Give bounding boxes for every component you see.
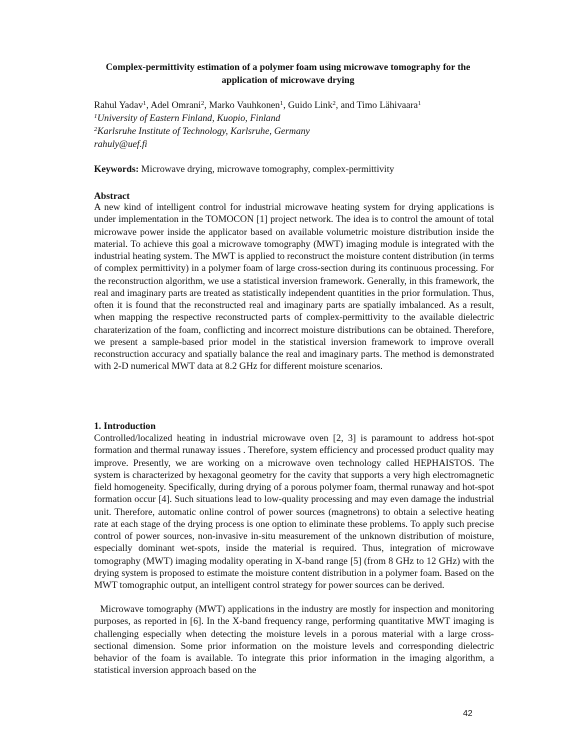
keywords-text: Microwave drying, microwave tomography, complex-permittivity (138, 164, 395, 175)
introduction-paragraph-1: Controlled/localized heating in industrial microwave oven [2, 3] is paramount to address hot-spot formation and thermal runaway issues . Therefore, system efficiency and processed product quality may improve. Presently, we are working on a microwave oven technology called HEPHAISTOS. The system is characterized by hexagonal geometry for the cavity that supports a very high electromagnetic field homogeneity. Specifically, during drying of a porous polymer foam, thermal runaway and hot-spot formation occur [4]. Such situations lead to low-quality processing and may even damage the industrial unit. Therefore, automatic online control of power sources (magnetrons) to obtain a selective heating rate at each stage of the drying process is one option to eliminate these problems. To apply such precise control of power sources, non-invasive in-situ measurement of the unknown distribution of moisture, especially dominant wet-spots, inside the material is required. Thus, integration of microwave tomography (MWT) imaging modality operating in X-band range [5] (from 8 GHz to 12 GHz) with the drying system is proposed to estimate the moisture content distribution in a polymer foam. Based on the MWT tomographic output, an intelligent control strategy for power sources can be derived. (94, 433, 494, 591)
affiliation-1 (94, 112, 494, 125)
author-separator: , (204, 100, 209, 111)
affiliation-marker: 1 (94, 113, 98, 120)
author-list (94, 99, 494, 112)
affiliation-marker: 1 (417, 100, 422, 107)
affiliation-marker: 2 (332, 100, 336, 107)
author-name: Adel Omrani (150, 100, 201, 111)
author-block (94, 99, 494, 151)
affiliation-marker: 2 (200, 100, 205, 107)
affiliation-text: University of Eastern Finland, Kuopio, Finland (97, 113, 281, 124)
keywords (94, 163, 494, 176)
affiliation-marker: 2 (94, 126, 98, 133)
paper-title: Complex-permittivity estimation of a polymer foam using microwave tomography for the application of microwave drying (105, 62, 471, 86)
affiliation-2 (94, 125, 494, 138)
author-separator: , (283, 100, 288, 111)
author-separator: , and (335, 100, 357, 111)
author-email[interactable]: rahuly@uef.fi (94, 139, 148, 150)
abstract-text: A new kind of intelligent control for industrial microwave heating system for drying applications is under implementation in the TOMOCON [1] project network. The idea is to control the amount of total microwave power inside the applicator based on available volumetric moisture distribution inside the material. To achieve this goal a microwave tomography (MWT) imaging module is integrated with the industrial heating system. The MWT is applied to reconstruct the moisture content distribution (in terms of complex permittivity) in a polymer foam of large cross-section during its continuous processing. For the reconstruction algorithm, we use a statistical inversion framework. Generally, in this framework, the real and imaginary parts are treated as statistically independent quantities in the prior formulation. Thus, often it is found that the reconstructed real and imaginary parts are spatially imbalanced. As a result, when mapping the respective reconstructed parts of complex-permittivity to the available dielectric charaterization of the foam, conflicting and incorrect moisture distributions can be obtained. Therefore, we present a sample-based prior model in the statistical inversion framework to improve overall reconstruction accuracy and spatially balance the real and imaginary parts. The method is demonstrated with 2-D numerical MWT data at 8.2 GHz for different moisture scenarios. (94, 202, 494, 373)
affiliation-marker: 1 (279, 100, 284, 107)
author-separator: , (146, 100, 151, 111)
author-name: Marko Vauhkonen (208, 100, 280, 111)
page-number: 42 (463, 708, 473, 718)
introduction-paragraph-2: Microwave tomography (MWT) applications in the industry are mostly for inspection and monitoring purposes, as reported in [6]. In the X-band frequency range, performing quantitative MWT imaging is challenging especially when detecting the moisture levels in a porous material with a large cross-sectional dimension. Some prior information on the moisture levels and corresponding dielectric behavior of the foam is available. To integrate this prior information in the imaging algorithm, a statistical inversion approach based on the (94, 604, 494, 677)
affiliation-text: Karlsruhe Institute of Technology, Karlsruhe, Germany (97, 126, 310, 137)
introduction-heading: 1. Introduction (94, 421, 156, 432)
affiliation-marker: 1 (143, 100, 147, 107)
abstract-heading: Abstract (94, 191, 130, 202)
author-name: Rahul Yadav (94, 100, 144, 111)
keywords-label: Keywords: (94, 164, 139, 175)
author-name: Timo Lähivaara (356, 100, 418, 111)
author-name: Guido Link (288, 100, 333, 111)
